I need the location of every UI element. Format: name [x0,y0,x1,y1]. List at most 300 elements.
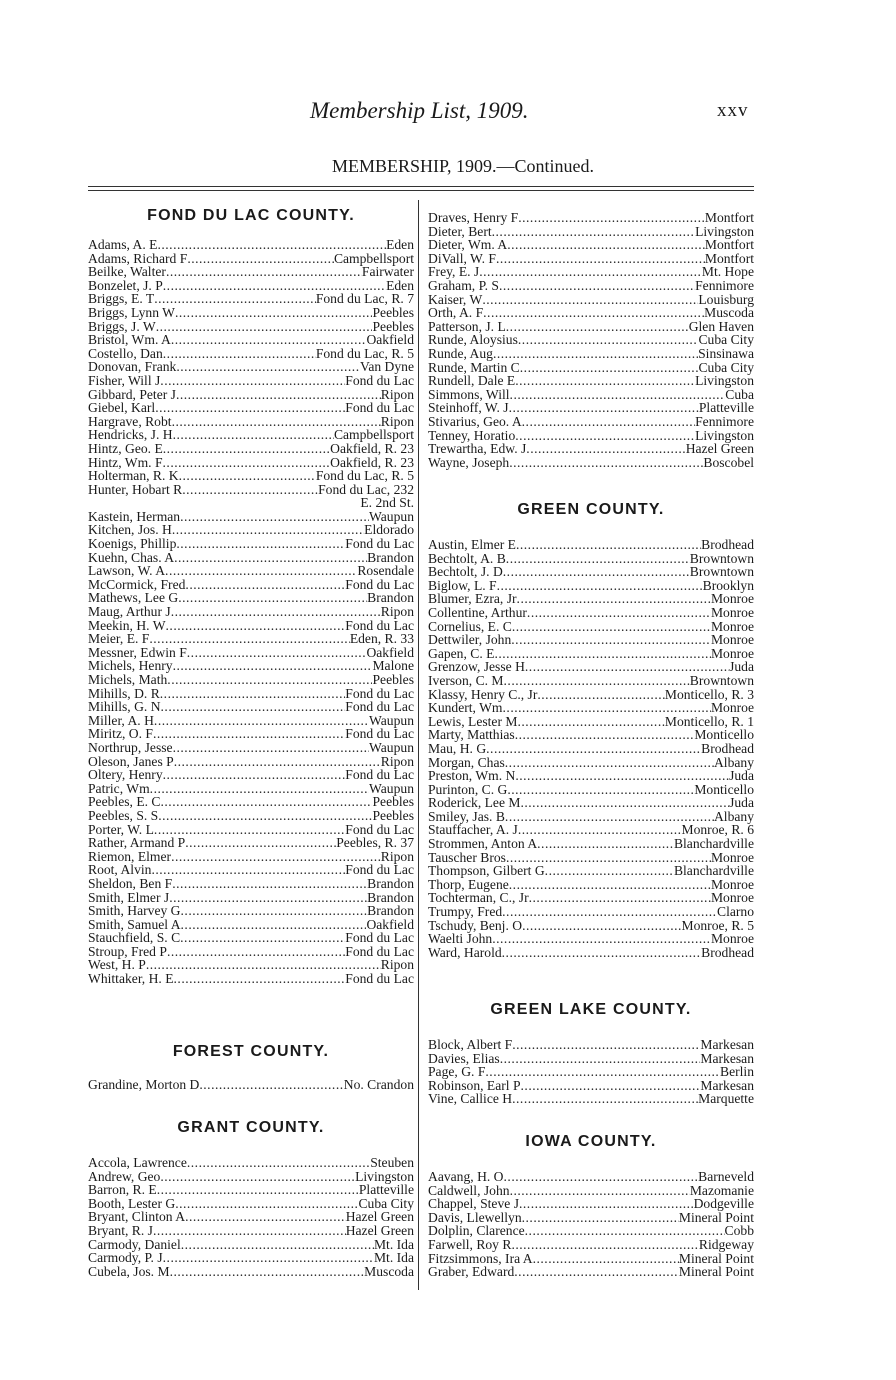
member-entry [88,659,414,673]
member-place: Fond du Lac, 232 [318,481,414,497]
member-entry [88,1210,414,1224]
member-place: Peebles [372,318,414,334]
dot-leader [510,388,726,402]
member-entry [88,619,414,633]
member-entry [428,647,754,661]
member-name: Aavang, H. O [428,1169,504,1184]
member-place: Platteville [698,400,754,416]
member-name: Blumer, Ezra, Jr [428,591,517,607]
dot-leader [175,306,372,320]
member-name: Purinton, C. G [428,781,508,797]
dot-leader [505,810,714,824]
member-name: Peebles, E. C [88,794,161,810]
member-place: Monroe [710,931,754,947]
member-place: Livingston [695,427,754,443]
member-entry [88,755,414,769]
member-entry [88,401,414,415]
member-place: Fennimore [695,413,754,429]
member-name: Runde, Aug [428,345,493,361]
member-place: Monticello [694,727,754,743]
dot-leader [516,538,701,552]
member-entry [88,605,414,619]
member-place: Brandon [367,875,414,891]
member-place: Eldorado [364,522,414,538]
member-place: Monroe [710,700,754,716]
county-heading: FOND DU LAC COUNTY. [147,207,355,224]
dot-leader [492,932,711,946]
dot-leader [527,606,711,620]
dot-leader [537,688,665,702]
member-name: Waelti John [428,931,493,947]
member-name: Thompson, Gilbert G [428,863,545,879]
member-entry [88,388,414,402]
member-name: Orth, A. F [428,305,484,321]
member-name: Patric, Wm [88,780,150,796]
member-name: Biglow, L. F [428,577,497,593]
member-place: Oakfield [366,332,414,348]
dot-leader [545,864,674,878]
dot-leader [503,565,690,579]
member-entry [88,265,414,279]
member-name: Bechtolt, J. D [428,564,503,580]
dot-leader [187,1156,370,1170]
member-place: Mineral Point [678,1250,754,1266]
member-entry [88,795,414,809]
dot-leader [173,741,369,755]
member-entry [88,877,414,891]
member-entry [428,1197,754,1211]
dot-leader [518,333,699,347]
member-name: Dieter, Wm. A [428,237,508,253]
member-place: Oakfield [366,644,414,660]
dot-leader [154,292,316,306]
member-name: Trumpy, Fred [428,904,503,920]
member-entry [88,782,414,796]
dot-leader [181,1238,374,1252]
dot-leader [483,306,704,320]
member-place: Blanchardville [673,836,754,852]
dot-leader [170,1265,365,1279]
county-heading: GREEN LAKE COUNTY. [490,1001,692,1018]
member-entry [428,456,754,470]
member-entry [428,333,754,347]
member-place: Mt. Hope [701,264,754,280]
member-entry [428,946,754,960]
member-place: Markesan [700,1077,754,1093]
member-name: Booth, Lester G [88,1195,176,1211]
member-place: Hazel Green [685,441,754,457]
member-entry [428,769,754,783]
member-name: Tochterman, C., Jr [428,890,529,906]
dot-leader [515,769,729,783]
member-name: Dolplin, Clarence [428,1223,525,1239]
member-entry [428,1079,754,1093]
dot-leader [163,347,316,361]
dot-leader [151,863,345,877]
member-name: Cornelius, E. C [428,618,512,634]
member-place: Muscoda [364,1263,414,1279]
member-name: Whittaker, H. E [88,971,174,987]
member-list [88,1078,414,1092]
dot-leader [149,632,349,646]
member-place: Mt. Ida [373,1250,414,1266]
member-place-continued: E. 2nd St. [360,495,414,511]
member-entry [428,1052,754,1066]
member-place: Fond du Lac [345,400,414,416]
dot-leader [154,823,345,837]
dot-leader [504,1170,699,1184]
member-name: Briggs, E. T [88,291,155,307]
member-name: Tauscher Bros [428,849,506,865]
member-name: Dettwiler, John [428,632,512,648]
dot-leader [502,905,717,919]
member-place: Monticello [694,781,754,797]
member-entry [428,415,754,429]
member-place: Steuben [370,1155,414,1170]
member-name: Donovan, Frank [88,359,177,375]
member-entry [88,320,414,334]
dot-leader [175,1197,358,1211]
member-name: Michels, Math [88,672,168,687]
dot-leader [509,456,703,470]
member-entry [88,1238,414,1252]
member-entry [428,742,754,756]
dot-leader [161,795,373,809]
dot-leader [515,728,695,742]
member-name: Messner, Edwin F [88,644,187,660]
member-name: Smith, Elmer J [88,889,170,905]
member-entry [428,388,754,402]
dot-leader [181,918,367,932]
member-entry [88,673,414,687]
dot-leader [180,510,369,524]
member-place: Oakfield, R. 23 [330,454,414,470]
member-place: Blanchardville [673,863,754,879]
member-place: Livingston [355,1168,414,1184]
member-entry [88,836,414,850]
county-heading: FOREST COUNTY. [172,1043,330,1060]
member-entry [88,483,414,497]
member-place: Browntown [689,564,754,580]
member-place: Waupun [369,508,414,524]
member-place: Monroe [710,591,754,607]
member-place: Rosendale [357,563,414,579]
member-name: Strommen, Anton A [428,836,538,852]
member-name: Carmody, P. J [88,1250,163,1266]
dot-leader [492,225,695,239]
member-name: Stauchfield, S. C [88,930,181,946]
dot-leader [533,1252,679,1266]
dot-leader [497,579,703,593]
member-place: Eden [386,277,414,293]
dot-leader [174,551,367,565]
dot-leader [500,1052,701,1066]
member-entry [428,756,754,770]
dot-leader [504,674,690,688]
member-entry [428,1170,754,1184]
member-entry [428,796,754,810]
member-entry [428,688,754,702]
member-name: Sheldon, Ben F [88,875,173,891]
dot-leader [172,877,367,891]
member-entry [428,279,754,293]
member-name: Bechtolt, A. B [428,550,506,566]
member-place: Monroe, R. 5 [681,917,754,933]
member-name: Bristol, Wm. A [88,332,171,348]
member-name: Bryant, Clinton A [88,1209,186,1225]
member-place: Monroe [710,604,754,620]
member-entry [88,1170,414,1184]
dot-leader [506,552,690,566]
member-entry [88,523,414,537]
dot-leader [515,374,695,388]
member-entry [88,591,414,605]
member-name: Hendricks, J. H [88,427,173,443]
member-place: Montfort [704,210,754,225]
member-place: Eden [386,237,414,252]
member-name: Draves, Henry F [428,210,519,225]
member-place: Fond du Lac [345,372,414,388]
member-entry [428,252,754,266]
member-entry [428,374,754,388]
member-name: Grandine, Morton D [88,1077,200,1092]
dot-leader [176,537,345,551]
member-name: Kaiser, W [428,291,483,307]
member-name: Carmody, Daniel [88,1236,181,1252]
dot-leader [505,756,714,770]
member-place: Ripon [380,386,414,402]
member-place: Markesan [700,1037,754,1052]
member-place: Brodhead [701,944,754,960]
member-list [88,238,414,986]
member-name: Mathews, Lee G [88,590,179,606]
member-list [428,538,754,959]
dot-leader [153,727,345,741]
member-name: Briggs, J. W [88,318,156,334]
member-entry [428,265,754,279]
dot-leader [173,659,373,673]
dot-leader [199,1078,343,1092]
member-entry [428,1038,754,1052]
member-entry [88,1078,414,1092]
member-entry [428,320,754,334]
member-entry [428,565,754,579]
member-name: Lawson, W. A [88,563,166,579]
member-name: Andrew, Geo [88,1168,161,1184]
member-name: Kitchen, Jos. H [88,522,172,538]
member-place: Brandon [367,903,414,919]
dot-leader [537,837,674,851]
member-entry [88,931,414,945]
member-place: Mazomanie [689,1182,754,1198]
dot-leader [146,958,381,972]
member-name: Runde, Martin C [428,359,520,375]
member-place: Peebles [372,672,414,687]
member-name: Miritz, O. F [88,726,153,742]
dot-leader [174,972,346,986]
member-place: Fond du Lac, R. 5 [315,345,414,361]
member-name: Smith, Harvey G [88,903,181,919]
member-place: Cuba City [698,359,754,375]
member-entry [88,687,414,701]
dot-leader [517,592,711,606]
member-entry [88,1251,414,1265]
member-name: Stauffacher, A. J [428,822,518,838]
dot-leader [176,388,381,402]
member-place: Fond du Lac [345,576,414,592]
member-place: Ripon [380,957,414,973]
member-entry [88,945,414,959]
dot-leader [173,428,334,442]
member-entry [428,1265,754,1279]
member-entry [428,864,754,878]
member-name: Giebel, Karl [88,400,156,416]
member-entry [88,360,414,374]
dot-leader [163,279,386,293]
member-place: Brandon [367,590,414,606]
member-entry [88,333,414,347]
member-name: Dieter, Bert [428,223,492,239]
member-entry [88,1183,414,1197]
member-entry [88,578,414,592]
member-entry [88,823,414,837]
member-entry [88,347,414,361]
member-name: Lewis, Lester M [428,713,518,729]
member-place: Peebles, R. 37 [336,835,414,851]
member-name: Morgan, Chas [428,754,505,770]
member-entry [428,579,754,593]
member-entry [428,810,754,824]
member-place: Monticello, R. 3 [664,686,754,702]
member-place: Browntown [689,550,754,566]
member-entry [428,823,754,837]
member-entry [428,728,754,742]
member-name: Patterson, J. L [428,318,506,334]
dot-leader [485,1065,720,1079]
dot-leader [503,701,711,715]
member-entry [428,1211,754,1225]
member-name: Kastein, Herman [88,508,181,524]
member-place: Cuba [725,386,754,402]
member-place: Juda [729,795,754,811]
member-entry [428,633,754,647]
member-name: Mihills, D. R [88,685,160,701]
member-name: Mau, H. G [428,740,487,756]
dot-leader [499,279,695,293]
member-place: Monroe [710,890,754,906]
running-title: Membership List, 1909. [310,98,529,123]
member-name: Austin, Elmer E [428,537,516,552]
member-place: Waupun [369,712,414,728]
member-entry [88,252,414,266]
member-name: Fisher, Will J [88,372,161,388]
member-name: Robinson, Earl P [428,1077,521,1093]
member-place: Van Dyne [360,359,414,375]
member-name: Tschudy, Benj. O [428,917,523,933]
member-list [428,211,754,469]
member-entry [88,510,414,524]
member-name: Gibbard, Peter J [88,386,176,402]
member-entry [88,537,414,551]
dot-leader [511,1238,698,1252]
member-place: Albany [713,808,754,824]
dot-leader [496,252,705,266]
member-place: Barneveld [698,1169,754,1184]
member-name: Hintz, Geo. E [88,440,163,456]
member-place: Fond du Lac [345,943,414,959]
dot-leader [502,946,701,960]
member-place: Oakfield, R. 23 [330,440,414,456]
member-place: Brandon [367,549,414,565]
member-place: Fond du Lac [345,930,414,946]
dot-leader [165,564,357,578]
member-entry [88,564,414,578]
dot-leader [154,714,369,728]
member-entry [88,1265,414,1279]
member-name: Oltery, Henry [88,767,163,783]
member-name: Beilke, Walter [88,264,166,280]
member-name: Hargrave, Robt [88,413,172,429]
member-place: Dodgeville [693,1196,754,1212]
dot-leader [520,796,729,810]
member-entry [88,442,414,456]
member-name: Page, G. F [428,1064,486,1080]
member-entry [88,904,414,918]
dot-leader [174,755,381,769]
member-name: Graber, Edward [428,1264,515,1280]
member-name: Graham, P. S [428,277,499,293]
member-entry [428,878,754,892]
dot-leader [163,1251,374,1265]
member-entry [88,768,414,782]
member-name: Adams, A. E [88,237,158,252]
dot-leader [512,1038,700,1052]
member-entry [88,700,414,714]
member-place: Monroe [710,632,754,648]
member-entry [428,401,754,415]
member-entry [428,238,754,252]
member-place: Fond du Lac [345,767,414,783]
member-entry [428,552,754,566]
member-name: Holterman, R. K [88,468,179,484]
member-place: Fond du Lac [345,862,414,878]
member-name: Northrup, Jesse [88,739,173,755]
member-name: Riemon, Elmer [88,848,172,864]
member-name: Adams, Richard F [88,250,188,266]
member-name: Thorp, Eugene [428,876,509,892]
member-place: Campbellsport [333,250,414,266]
member-name: Hintz, Wm. F [88,454,163,470]
member-place: Monroe [710,645,754,661]
member-name: Koenigs, Phillip [88,536,177,552]
member-place: Brandon [367,889,414,905]
member-name: Wayne, Joseph [428,454,510,470]
member-place: Boscobel [703,454,754,470]
member-name: Mihills, G. N [88,699,161,715]
member-place: Monroe [710,876,754,892]
member-entry [88,850,414,864]
dot-leader [163,768,346,782]
member-name: Roderick, Lee M [428,795,521,811]
dot-leader [160,687,346,701]
member-entry [428,715,754,729]
dot-leader [150,782,369,796]
member-entry [428,442,754,456]
dot-leader [520,361,699,375]
member-place: Waupun [369,780,414,796]
member-entry [428,919,754,933]
dot-leader [519,1197,694,1211]
